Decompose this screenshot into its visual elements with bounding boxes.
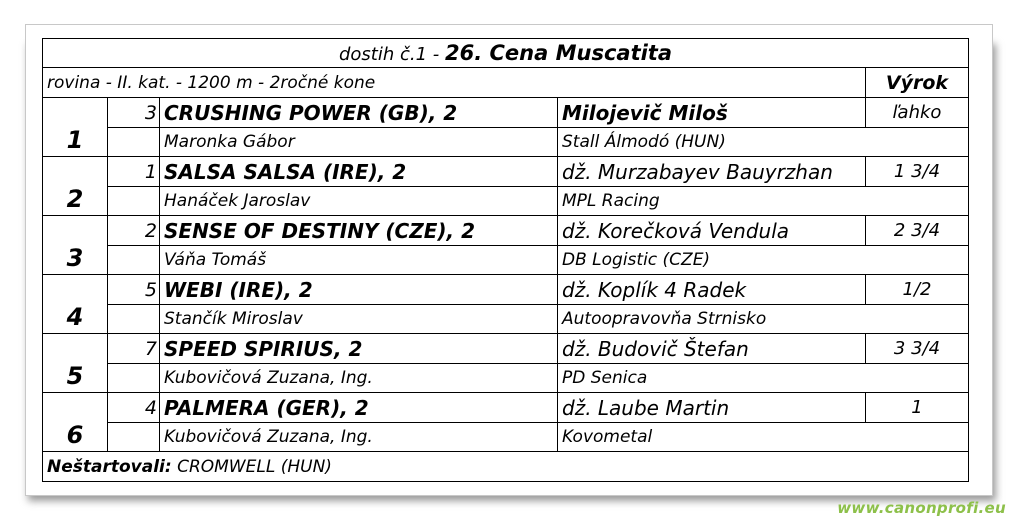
start-number: 1 xyxy=(108,157,160,187)
owner-name: PD Senica xyxy=(558,364,969,393)
place-number: 6 xyxy=(43,393,108,452)
empty-cell xyxy=(108,305,160,334)
result-margin: 1/2 xyxy=(866,275,969,305)
owner-name: Autoopravovňa Strnisko xyxy=(558,305,969,334)
race-title xyxy=(43,39,969,68)
place-number: 4 xyxy=(43,275,108,334)
non-runners xyxy=(43,452,969,482)
owner-name: DB Logistic (CZE) xyxy=(558,246,969,275)
result-row xyxy=(43,216,969,246)
owner-name: Stall Álmodó (HUN) xyxy=(558,128,969,157)
trainer-name: Kubovičová Zuzana, Ing. xyxy=(160,423,558,452)
watermark: www.canonprofi.eu xyxy=(837,499,1006,517)
empty-cell xyxy=(108,364,160,393)
result-row xyxy=(43,393,969,423)
result-detail-row xyxy=(43,187,969,216)
jockey-name: dž. Laube Martin xyxy=(558,393,866,423)
owner-name: Kovometal xyxy=(558,423,969,452)
horse-name: SALSA SALSA (IRE), 2 xyxy=(160,157,558,187)
start-number: 7 xyxy=(108,334,160,364)
place-number: 5 xyxy=(43,334,108,393)
start-number: 4 xyxy=(108,393,160,423)
race-prefix: dostih č.1 - xyxy=(338,44,445,65)
result-margin: ľahko xyxy=(866,98,969,128)
result-margin: 1 xyxy=(866,393,969,423)
result-row xyxy=(43,334,969,364)
empty-cell xyxy=(108,187,160,216)
result-row xyxy=(43,98,969,128)
trainer-name: Váňa Tomáš xyxy=(160,246,558,275)
empty-cell xyxy=(108,128,160,157)
result-margin: 1 3/4 xyxy=(866,157,969,187)
jockey-name: dž. Korečková Vendula xyxy=(558,216,866,246)
result-detail-row xyxy=(43,423,969,452)
empty-cell xyxy=(108,246,160,275)
result-detail-row xyxy=(43,305,969,334)
owner-name: MPL Racing xyxy=(558,187,969,216)
non-runners-row xyxy=(43,452,969,482)
jockey-name: dž. Budovič Štefan xyxy=(558,334,866,364)
result-column-header: Výrok xyxy=(866,68,969,98)
result-margin: 2 3/4 xyxy=(866,216,969,246)
result-row xyxy=(43,157,969,187)
trainer-name: Stančík Miroslav xyxy=(160,305,558,334)
start-number: 3 xyxy=(108,98,160,128)
results-table xyxy=(42,38,969,482)
result-detail-row xyxy=(43,246,969,275)
place-number: 2 xyxy=(43,157,108,216)
jockey-name: Milojevič Miloš xyxy=(558,98,866,128)
horse-name: SPEED SPIRIUS, 2 xyxy=(160,334,558,364)
place-number: 1 xyxy=(43,98,108,157)
result-margin: 3 3/4 xyxy=(866,334,969,364)
trainer-name: Kubovičová Zuzana, Ing. xyxy=(160,364,558,393)
result-detail-row xyxy=(43,364,969,393)
race-name: 26. Cena Muscatita xyxy=(445,41,673,65)
jockey-name: dž. Koplík 4 Radek xyxy=(558,275,866,305)
results-card xyxy=(25,24,993,496)
result-detail-row xyxy=(43,128,969,157)
non-runners-label: Neštartovali: xyxy=(47,456,172,477)
result-row xyxy=(43,275,969,305)
start-number: 2 xyxy=(108,216,160,246)
non-runners-value: CROMWELL (HUN) xyxy=(177,456,332,477)
place-number: 3 xyxy=(43,216,108,275)
empty-cell xyxy=(108,423,160,452)
race-conditions: rovina - II. kat. - 1200 m - 2ročné kone xyxy=(43,68,866,98)
start-number: 5 xyxy=(108,275,160,305)
horse-name: WEBI (IRE), 2 xyxy=(160,275,558,305)
jockey-name: dž. Murzabayev Bauyrzhan xyxy=(558,157,866,187)
trainer-name: Hanáček Jaroslav xyxy=(160,187,558,216)
trainer-name: Maronka Gábor xyxy=(160,128,558,157)
horse-name: CRUSHING POWER (GB), 2 xyxy=(160,98,558,128)
horse-name: SENSE OF DESTINY (CZE), 2 xyxy=(160,216,558,246)
horse-name: PALMERA (GER), 2 xyxy=(160,393,558,423)
